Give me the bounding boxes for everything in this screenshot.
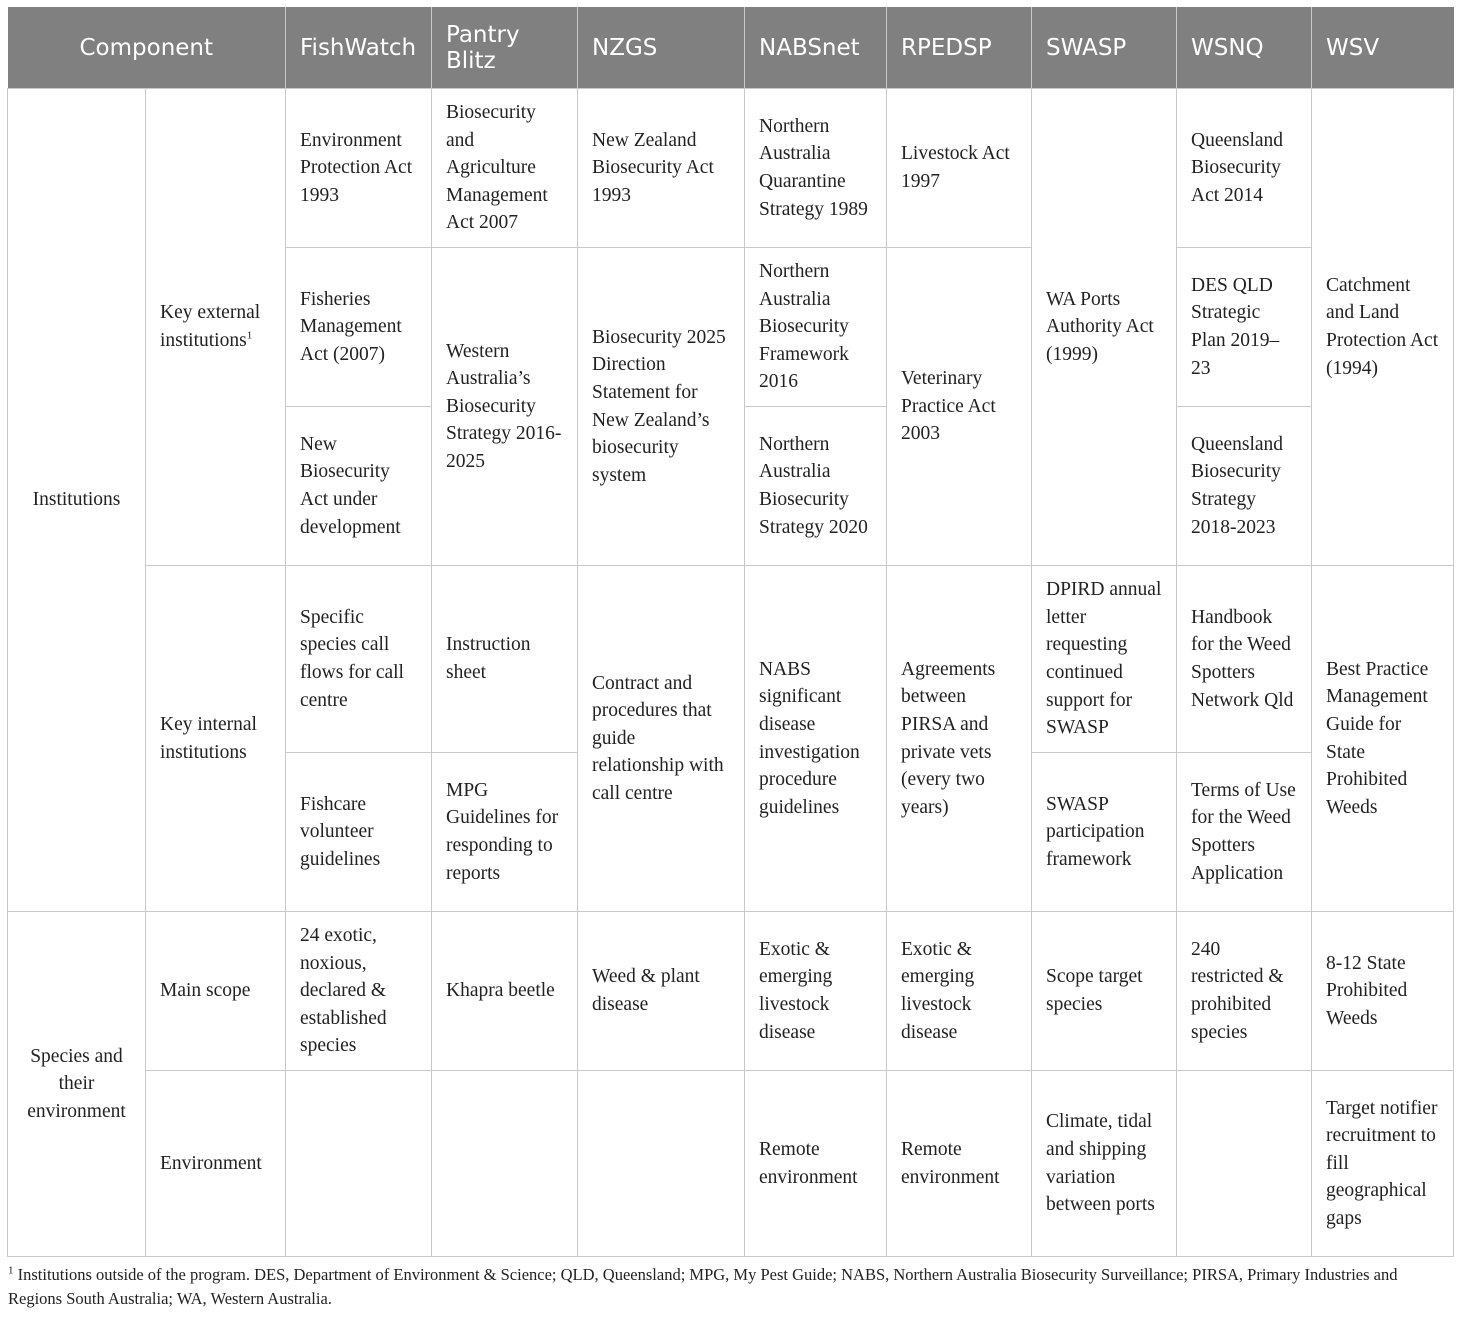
table-row: [8, 1071, 1454, 1257]
cell: Agreements between PIRSA and private vets (every two years): [887, 566, 1032, 912]
header-row: [8, 7, 1454, 89]
footnote-marker-ref: 1: [246, 329, 253, 342]
cell: WA Ports Authority Act (1999): [1032, 89, 1177, 566]
cell: Best Practice Management Guide for State Prohibited Weeds: [1312, 566, 1454, 912]
cell: Climate, tidal and shipping variation between ports: [1032, 1071, 1177, 1257]
cell: Queensland Biosecurity Act 2014: [1177, 89, 1312, 248]
cell: Livestock Act 1997: [887, 89, 1032, 248]
cell: Fishcare volunteer guidelines: [286, 753, 432, 912]
cell: Western Australia’s Biosecurity Strategy 2016-2025: [432, 248, 578, 566]
header-nzgs: NZGS: [578, 7, 745, 89]
header-fishwatch: FishWatch: [286, 7, 432, 89]
cell: New Biosecurity Act under development: [286, 407, 432, 566]
cell: 240 restricted & prohibited species: [1177, 912, 1312, 1071]
subgroup-environment: Environment: [146, 1071, 286, 1257]
group-institutions: Institutions: [8, 89, 146, 912]
cell: MPG Guidelines for responding to reports: [432, 753, 578, 912]
header-swasp: SWASP: [1032, 7, 1177, 89]
cell: Exotic & emerging livestock disease: [887, 912, 1032, 1071]
cell: Catchment and Land Protection Act (1994): [1312, 89, 1454, 566]
cell: Environment Protection Act 1993: [286, 89, 432, 248]
table-footnote: [7, 1263, 1453, 1311]
cell: Veterinary Practice Act 2003: [887, 248, 1032, 566]
cell: Weed & plant disease: [578, 912, 745, 1071]
cell: Terms of Use for the Weed Spotters Application: [1177, 753, 1312, 912]
cell-empty: [432, 1071, 578, 1257]
cell: Northern Australia Quarantine Strategy 1989: [745, 89, 887, 248]
footnote-text: Institutions outside of the program. DES, Department of Environment & Science; QLD, Queensland; MPG, My Pest Guide; NABS, Northern Australia Biosecurity Surveillance; PIRSA, Primary Industries and Regions South Australia; WA, Western Australia.: [8, 1265, 1398, 1308]
cell: NABS significant disease investigation procedure guidelines: [745, 566, 887, 912]
cell: Queensland Biosecurity Strategy 2018-2023: [1177, 407, 1312, 566]
cell-empty: [286, 1071, 432, 1257]
cell: Northern Australia Biosecurity Framework 2016: [745, 248, 887, 407]
table-row: [8, 89, 1454, 248]
header-pantry-blitz: Pantry Blitz: [432, 7, 578, 89]
subgroup-key-external: [146, 89, 286, 566]
cell: Exotic & emerging livestock disease: [745, 912, 887, 1071]
cell: Target notifier recruitment to fill geographical gaps: [1312, 1071, 1454, 1257]
cell: Fisheries Management Act (2007): [286, 248, 432, 407]
subgroup-key-internal: Key internal institutions: [146, 566, 286, 912]
biosecurity-components-table: [7, 7, 1454, 1257]
cell: Scope target species: [1032, 912, 1177, 1071]
cell: Remote environment: [745, 1071, 887, 1257]
cell: 8-12 State Prohibited Weeds: [1312, 912, 1454, 1071]
header-rpedsp: RPEDSP: [887, 7, 1032, 89]
cell: 24 exotic, noxious, declared & established species: [286, 912, 432, 1071]
header-wsv: WSV: [1312, 7, 1454, 89]
cell: Northern Australia Biosecurity Strategy 2020: [745, 407, 887, 566]
header-wsnq: WSNQ: [1177, 7, 1312, 89]
cell-empty: [1177, 1071, 1312, 1257]
cell: DES QLD Strategic Plan 2019–23: [1177, 248, 1312, 407]
cell: Biosecurity 2025 Direction Statement for New Zealand’s biosecurity system: [578, 248, 745, 566]
header-nabsnet: NABSnet: [745, 7, 887, 89]
subgroup-key-external-label: Key external institutions: [160, 302, 261, 351]
table-row: [8, 912, 1454, 1071]
cell: New Zealand Biosecurity Act 1993: [578, 89, 745, 248]
cell: Biosecurity and Agriculture Management Act 2007: [432, 89, 578, 248]
cell: Instruction sheet: [432, 566, 578, 753]
cell: Specific species call flows for call centre: [286, 566, 432, 753]
subgroup-main-scope: Main scope: [146, 912, 286, 1071]
footnote-marker: 1: [8, 1264, 14, 1277]
cell: SWASP participation framework: [1032, 753, 1177, 912]
cell: Handbook for the Weed Spotters Network Qld: [1177, 566, 1312, 753]
cell-empty: [578, 1071, 745, 1257]
group-species-environment: Species and their environment: [8, 912, 146, 1257]
cell: Remote environment: [887, 1071, 1032, 1257]
table-container: [7, 7, 1453, 1311]
cell: Contract and procedures that guide relationship with call centre: [578, 566, 745, 912]
cell: Khapra beetle: [432, 912, 578, 1071]
table-row: [8, 566, 1454, 753]
header-component: Component: [8, 7, 286, 89]
cell: DPIRD annual letter requesting continued support for SWASP: [1032, 566, 1177, 753]
